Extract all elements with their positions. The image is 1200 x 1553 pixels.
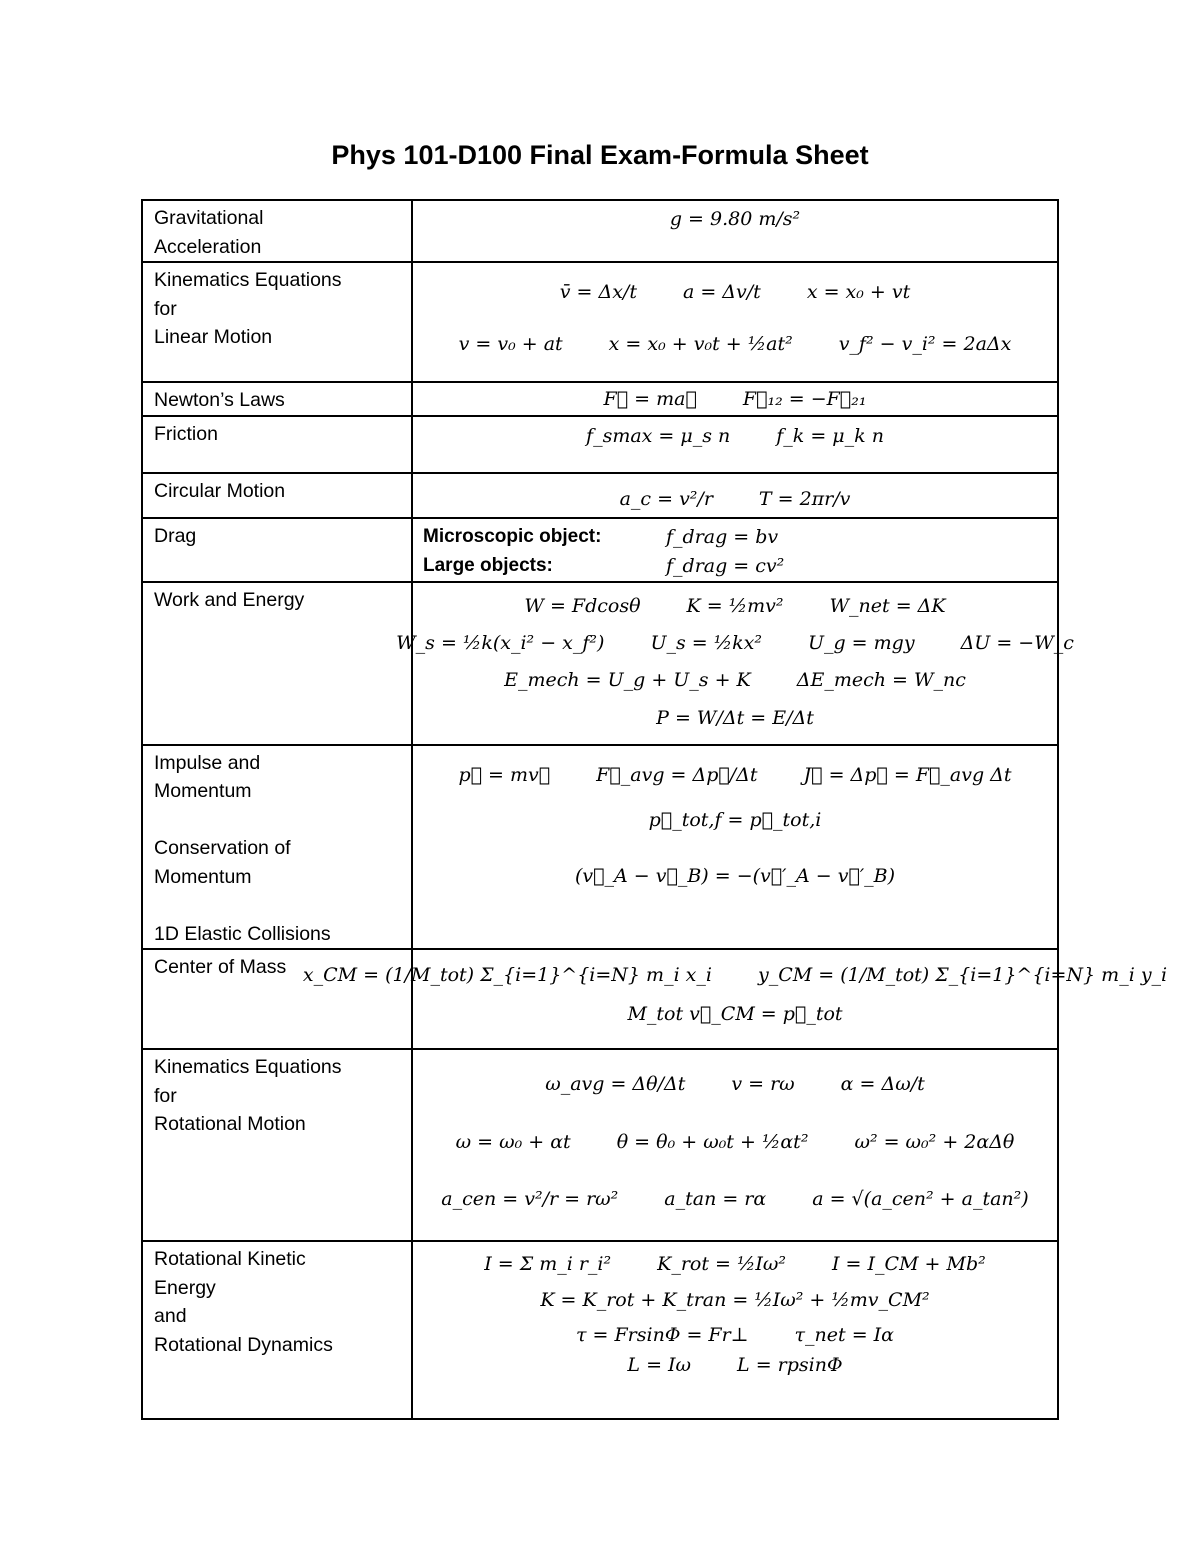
formula: F⃗ = ma⃗ — [603, 388, 697, 410]
topic-label-line: Gravitational — [154, 207, 264, 229]
formula: F⃗₁₂ = −F⃗₂₁ — [742, 388, 867, 410]
formula-line — [413, 995, 1057, 1033]
formula: W_s = ½k(x_i² − x_f²) — [396, 631, 605, 654]
formula: v_f² − v_i² = 2aΔx — [838, 333, 1012, 355]
formula: ω² = ω₀² + 2αΔθ — [854, 1131, 1015, 1153]
formula: a = Δv/t — [682, 281, 761, 303]
formula-line — [413, 1351, 1057, 1379]
topic-label-line: Conservation of — [154, 837, 291, 859]
formula-cell — [412, 416, 1058, 473]
formula: I = I_CM + Mb² — [832, 1253, 986, 1275]
formula: U_g = mgy — [807, 631, 915, 654]
topic-label-line: Acceleration — [154, 235, 262, 258]
formula-line — [413, 799, 1057, 841]
formula: T = 2πr/v — [758, 487, 851, 510]
formula: K_rot = ½Iω² — [657, 1253, 787, 1275]
formula: f_drag = cv² — [666, 555, 785, 577]
formula-line — [413, 482, 1057, 516]
formula-cell — [412, 1241, 1058, 1419]
formula-row — [142, 949, 1058, 1049]
formula: p⃗_tot,f = p⃗_tot,i — [648, 808, 822, 831]
formula: f_drag = bv — [666, 526, 779, 548]
formula: θ = θ₀ + ω₀t + ½αt² — [616, 1131, 809, 1153]
formula: ω = ω₀ + αt — [455, 1131, 571, 1153]
formula-line — [302, 955, 1168, 995]
formula: M_tot v⃗_CM = p⃗_tot — [627, 1003, 843, 1025]
topic-label-line: and — [154, 1305, 187, 1327]
formula-line — [413, 1113, 1057, 1171]
formula: x_CM = (1/M_tot) Σ_{i=1}^{i=N} m_i x_i — [302, 964, 712, 986]
formula-line — [396, 624, 1074, 662]
formula-line — [413, 1281, 1057, 1319]
formula: g = 9.80 m/s² — [669, 208, 801, 230]
formula-line — [413, 1247, 1057, 1281]
formula-cell — [412, 518, 1058, 582]
formula-row — [142, 1049, 1058, 1241]
topic-label-line: Newton’s Laws — [154, 389, 285, 411]
formula-cell — [412, 1049, 1058, 1241]
formula-line — [413, 751, 1057, 799]
formula: f_smax = μ_s n — [586, 424, 731, 447]
formula: p⃗ = mv⃗ — [458, 763, 551, 786]
formula-line — [413, 317, 1057, 371]
formula-line — [413, 1319, 1057, 1351]
formula-line — [413, 698, 1057, 738]
topic-label — [142, 382, 412, 416]
formula-row — [142, 473, 1058, 518]
formula-line — [413, 1171, 1057, 1227]
topic-label-line: Rotational Motion — [154, 1113, 306, 1135]
drag-description: Microscopic object: — [423, 526, 602, 547]
topic-label-line: Center of Mass — [154, 956, 287, 978]
formula-cell — [412, 382, 1058, 416]
topic-label-line: Linear Motion — [154, 326, 273, 348]
formula-cell — [412, 473, 1058, 518]
formula-line — [413, 421, 1057, 451]
formula: K = ½mv² — [686, 594, 784, 617]
formula: K = K_rot + K_tran = ½Iω² + ½mv_CM² — [540, 1289, 930, 1311]
formula-line — [413, 386, 1057, 412]
formula-row — [142, 416, 1058, 473]
topic-label-line: Momentum — [154, 865, 252, 888]
topic-label — [142, 200, 412, 262]
formula: v = v₀ + at — [458, 333, 563, 355]
formula-row — [142, 1241, 1058, 1419]
topic-label-line — [154, 806, 401, 835]
formula: E_mech = U_g + U_s + K — [504, 668, 751, 691]
topic-label — [142, 416, 412, 473]
page-title: Phys 101-D100 Final Exam-Formula Sheet — [331, 140, 869, 170]
formula: ΔE_mech = W_nc — [796, 668, 966, 691]
formula: a_cen = v²/r = rω² — [441, 1188, 619, 1210]
topic-label-line: Momentum — [154, 780, 252, 802]
formula: x = x₀ + v₀t + ½at² — [608, 333, 793, 355]
formula: J⃗ = Δp⃗ = F⃗_avg Δt — [803, 763, 1012, 786]
formula: v̄ = Δx/t — [559, 281, 637, 303]
formula-cell — [412, 262, 1058, 382]
formula-table — [141, 199, 1168, 1420]
formula-row — [142, 518, 1058, 582]
formula: W_net = ΔK — [829, 594, 946, 617]
formula: τ = FrsinΦ = Fr⊥ — [575, 1324, 749, 1346]
topic-label-line: Kinematics Equations — [154, 269, 342, 291]
drag-description: Large objects: — [423, 555, 553, 576]
formula-line — [413, 267, 1057, 317]
formula-row — [142, 745, 1058, 950]
topic-label — [142, 745, 412, 950]
formula-line — [413, 662, 1057, 698]
topic-label — [142, 262, 412, 382]
topic-label-line: Rotational Kinetic — [154, 1248, 306, 1270]
formula: W = Fdcosθ — [524, 594, 641, 617]
formula: τ_net = Iα — [794, 1324, 895, 1346]
formula-line — [413, 1055, 1057, 1113]
topic-label-line: Impulse and — [154, 751, 261, 774]
topic-label — [142, 582, 412, 745]
formula-row — [142, 582, 1058, 745]
topic-label-line — [154, 891, 401, 920]
topic-label-line: Drag — [154, 524, 197, 547]
formula-row — [142, 382, 1058, 416]
formula: a_c = v²/r — [619, 487, 713, 510]
formula-row — [142, 200, 1058, 262]
formula: f_k = μ_k n — [776, 424, 884, 447]
formula: I = Σ m_i r_i² — [484, 1253, 612, 1275]
topic-label-line: Kinematics Equations — [154, 1056, 342, 1078]
formula: P = W/Δt = E/Δt — [656, 706, 814, 729]
formula-line — [413, 841, 1057, 911]
formula: a_tan = rα — [664, 1188, 767, 1210]
formula-cell — [412, 745, 1058, 950]
topic-label — [142, 1241, 412, 1419]
topic-label-line: Circular Motion — [154, 479, 286, 502]
topic-label-line: for — [154, 1084, 177, 1107]
topic-label-line: 1D Elastic Collisions — [154, 922, 331, 945]
topic-label — [142, 1049, 412, 1241]
topic-label-line: Work and Energy — [154, 588, 305, 611]
formula: ΔU = −W_c — [960, 631, 1074, 654]
formula: a = √(a_cen² + a_tan²) — [812, 1188, 1029, 1210]
formula: L = Iω — [627, 1354, 692, 1376]
formula-line — [413, 588, 1057, 624]
topic-label — [142, 473, 412, 518]
topic-label-line: Energy — [154, 1276, 216, 1299]
formula: F⃗_avg = Δp⃗/Δt — [596, 763, 758, 786]
topic-label-line: for — [154, 297, 177, 320]
formula: ω_avg = Δθ/Δt — [545, 1073, 686, 1095]
formula: U_s = ½kx² — [650, 631, 762, 654]
topic-label-line: Rotational Dynamics — [154, 1333, 333, 1356]
topic-label — [142, 518, 412, 582]
formula-cell — [396, 582, 1074, 745]
formula: y_CM = (1/M_tot) Σ_{i=1}^{i=N} m_i y_i — [757, 964, 1168, 986]
formula-line — [413, 204, 1057, 234]
formula-cell — [412, 200, 1058, 262]
topic-label-line: Friction — [154, 422, 218, 445]
formula-cell — [302, 949, 1168, 1049]
formula: (v⃗_A − v⃗_B) = −(v⃗′_A − v⃗′_B) — [574, 864, 896, 887]
formula-row — [142, 262, 1058, 382]
formula: x = x₀ + vt — [806, 281, 911, 303]
formula: v = rω — [731, 1073, 795, 1095]
formula: L = rpsinΦ — [737, 1354, 843, 1376]
formula: α = Δω/t — [840, 1073, 925, 1095]
